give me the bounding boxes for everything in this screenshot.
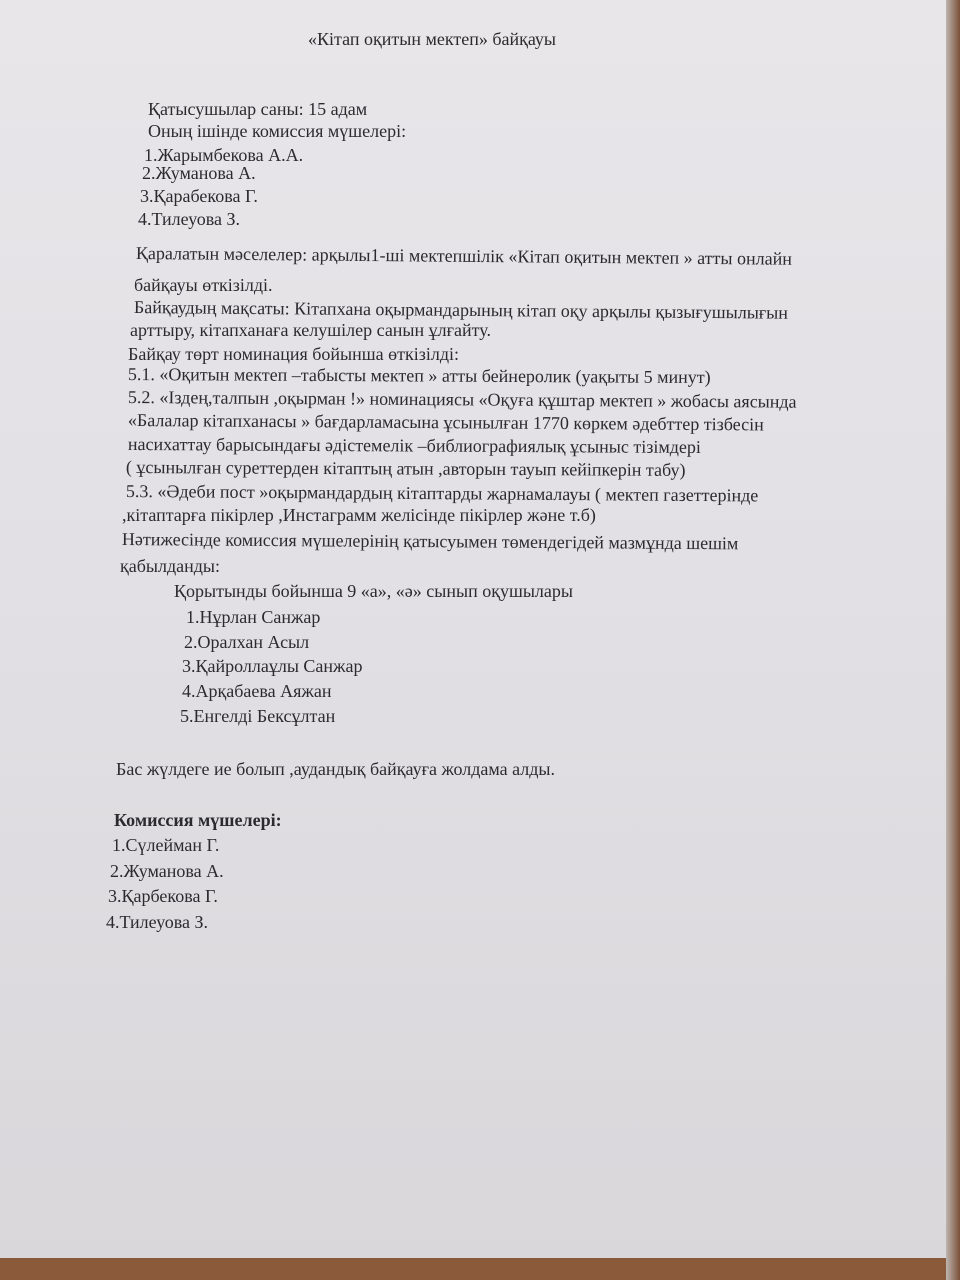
winner-item: 1.Нұрлан Санжар — [186, 607, 321, 627]
result-line: Бас жүлдеге ие болып ,аудандық байқауға жолдама алды. — [116, 759, 555, 779]
commission-member-top: 4.Тилеуова З. — [138, 209, 241, 229]
commission-member-bottom: 1.Сүлейман Г. — [112, 835, 220, 855]
commission-member-bottom: 3.Қарбекова Г. — [108, 886, 218, 906]
body-line: Нәтижесінде комиссия мүшелерінің қатысуымен төмендегідей мазмұнда шешім — [121, 529, 739, 554]
winners-intro: Қорытынды бойынша 9 «а», «ә» сынып оқушылары — [174, 581, 573, 601]
body-line: 5.3. «Әдеби пост »оқырмандардың кітаптарды жарнамалауы ( мектеп газеттерінде — [125, 481, 759, 506]
commission-heading: Комиссия мүшелері: — [114, 810, 282, 830]
commission-member-bottom: 2.Жуманова А. — [110, 861, 224, 881]
commission-member-top: 3.Қарабекова Г. — [140, 186, 258, 206]
winner-item: 4.Арқабаева Аяжан — [182, 681, 332, 701]
winner-item: 2.Оралхан Асыл — [184, 632, 310, 652]
winner-item: 5.Енгелді Бексұлтан — [180, 706, 336, 726]
body-line: «Балалар кітапханасы » бағдарламасына ұсынылған 1770 көркем әдебттер тізбесін — [127, 410, 764, 435]
document-title: «Кітап оқитын мектеп» байқауы — [308, 29, 557, 49]
body-line: байқауы өткізілді. — [134, 275, 273, 295]
body-line: Байқаудың мақсаты: Кітапхана оқырмандарының кітап оқу арқылы қызығушылығын — [133, 297, 789, 323]
body-line: 5.2. «Іздең,талпын ,оқырман !» номинациясы «Оқуға құштар мектеп » жобасы аясында — [127, 387, 797, 412]
table-surface — [946, 0, 960, 1280]
body-line: Байқау төрт номинация бойынша өткізілді: — [128, 344, 459, 364]
participants-count: Қатысушылар саны: 15 адам — [148, 99, 368, 119]
body-line: қабылданды: — [120, 556, 221, 576]
body-line: ( ұсынылған суреттерден кітаптың атын ,авторын тауып кейіпкерін табу) — [125, 457, 686, 480]
commission-member-bottom: 4.Тилеуова З. — [106, 912, 209, 932]
body-line: насихаттау барысындағы әдістемелік –библиографиялық ұсыныс тізімдері — [127, 434, 701, 457]
body-line: 5.1. «Оқитын мектеп –табысты мектеп » атты бейнеролик (уақыты 5 минут) — [127, 364, 711, 388]
body-line: Қаралатын мәселелер: арқылы1-ші мектепшілік «Кітап оқитын мектеп » атты онлайн — [135, 243, 793, 269]
commission-member-top: 2.Жуманова А. — [142, 163, 256, 183]
winner-item: 3.Қайроллаұлы Санжар — [182, 656, 363, 676]
commission-intro: Оның ішінде комиссия мүшелері: — [148, 121, 407, 141]
commission-member-top: 1.Жарымбекова А.А. — [144, 145, 304, 165]
body-line: ,кітаптарға пікірлер ,Инстаграмм желісінде пікірлер және т.б) — [122, 505, 596, 525]
body-line: арттыру, кітапханаға келушілер санын ұлғайту. — [130, 320, 491, 340]
